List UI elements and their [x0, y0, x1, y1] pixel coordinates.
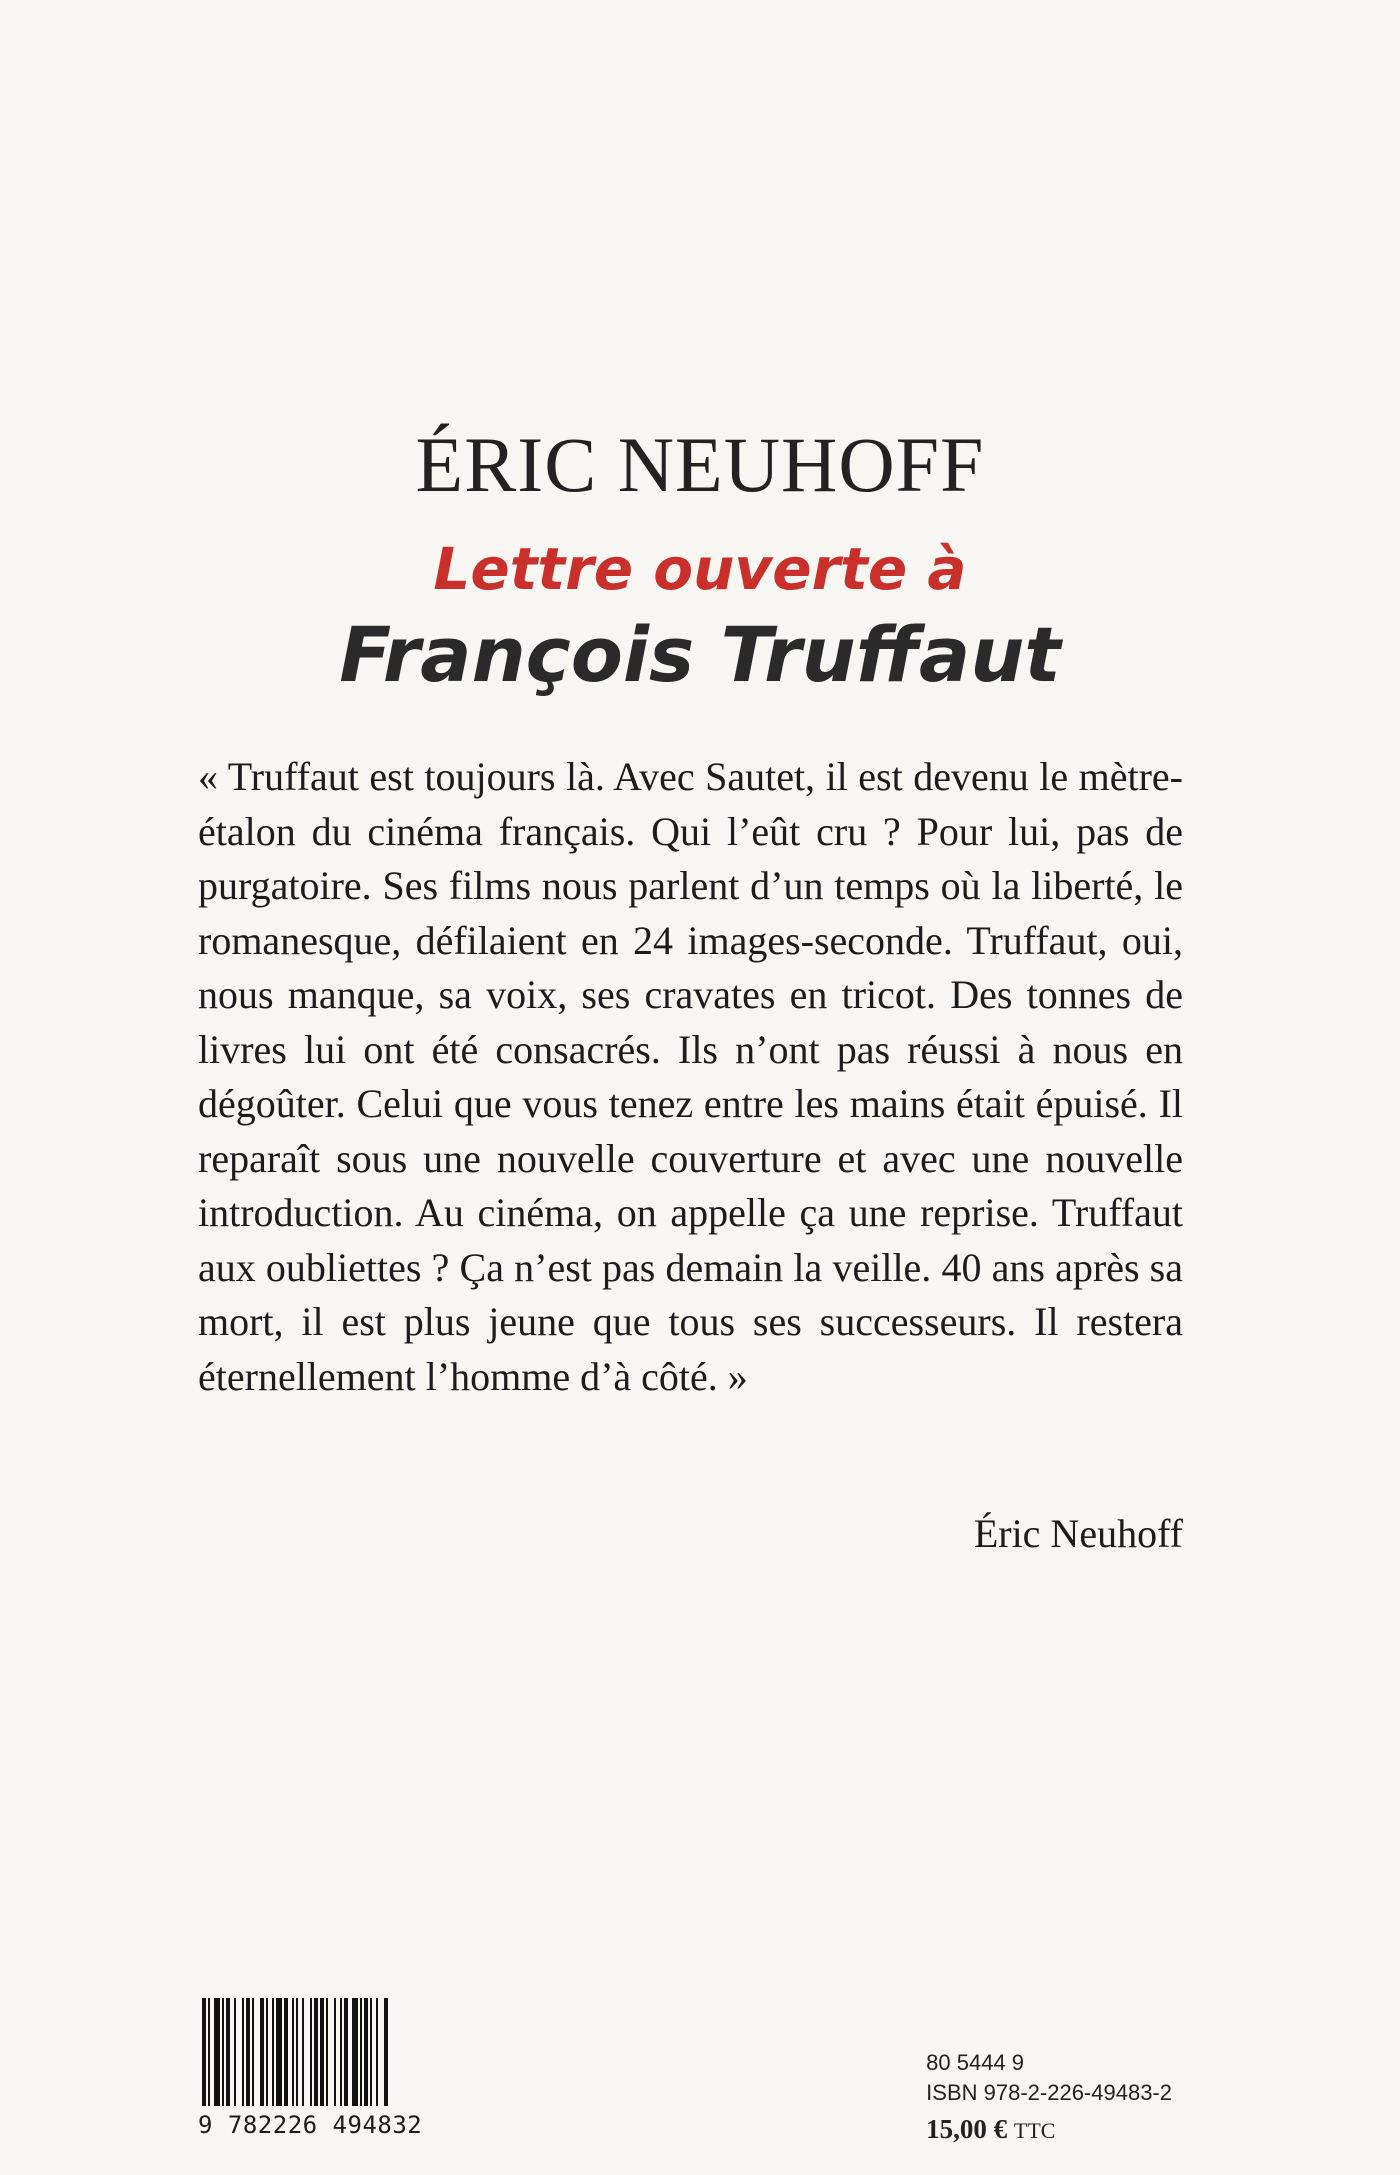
barcode-bar — [276, 1998, 282, 2106]
barcode-bar — [226, 1998, 230, 2106]
barcode-bar — [260, 1998, 264, 2106]
barcode-bar — [266, 1998, 268, 2106]
barcode-digits: 9 782226 494832 — [198, 2111, 423, 2139]
barcode-bar — [292, 1998, 294, 2106]
barcode-bar — [326, 1998, 328, 2106]
publication-info — [926, 2048, 1172, 2146]
barcode-bar — [334, 1998, 336, 2106]
barcode-bar — [252, 1998, 254, 2106]
barcode-bar — [222, 1998, 224, 2106]
price-amount: 15,00 € — [926, 2114, 1008, 2144]
barcode-bar — [320, 1998, 324, 2106]
barcode-bar — [246, 1998, 250, 2106]
author-name: ÉRIC NEUHOFF — [415, 421, 985, 508]
barcode-bar — [370, 1998, 372, 2106]
book-title-line-1: Lettre ouverte à — [433, 535, 967, 603]
barcode-bar — [344, 1998, 348, 2106]
barcode-bar — [208, 1998, 210, 2106]
blurb-signature: Éric Neuhoff — [973, 1511, 1183, 1556]
barcode-bar — [384, 1998, 388, 2106]
blurb-text: « Truffaut est toujours là. Avec Sautet, il est devenu le mètre-étalon du cinéma français. Qui l’eût cru ? Pour lui, pas de purgatoire. Ses films nous parlent d’un temps où la liberté, le romanesque, défilaient en 24 images-seconde. Truffaut, oui, nous manque, sa voix, ses cravates en tricot. Des tonnes de livres lui ont été consacrés. Ils n’ont pas réussi à nous en dégoûter. Celui que vous tenez entre les mains était épuisé. Il reparaît sous une nouvelle couverture et avec une nouvelle introduction. Au cinéma, on appelle ça une reprise. Truffaut aux oubliettes ? Ça n’est pas demain la veille. 40 ans après sa mort, il est plus jeune que tous ses successeurs. Il restera éternellement l’homme d’à côté. » — [198, 754, 1183, 1399]
barcode-bar — [202, 1998, 206, 2106]
barcode-bar — [284, 1998, 288, 2106]
barcode-bar — [234, 1998, 236, 2106]
barcode-bar — [360, 1998, 362, 2106]
isbn: ISBN 978-2-226-49483-2 — [926, 2080, 1172, 2105]
reference-code: 80 5444 9 — [926, 2050, 1025, 2075]
barcode-bar — [310, 1998, 312, 2106]
barcode-bar — [314, 1998, 318, 2106]
price — [926, 2114, 1172, 2146]
barcode — [198, 1998, 463, 2139]
barcode-bar — [242, 1998, 244, 2106]
book-title-line-2: François Truffaut — [339, 610, 1061, 699]
barcode-bar — [302, 1998, 304, 2106]
barcode-bar — [296, 1998, 298, 2106]
barcode-bar — [364, 1998, 368, 2106]
barcode-bars — [198, 1998, 463, 2108]
barcode-bar — [340, 1998, 342, 2106]
barcode-bar — [272, 1998, 274, 2106]
barcode-bar — [214, 1998, 220, 2106]
barcode-bar — [352, 1998, 358, 2106]
barcode-bar — [376, 1998, 378, 2106]
price-suffix: TTC — [1013, 2118, 1056, 2143]
